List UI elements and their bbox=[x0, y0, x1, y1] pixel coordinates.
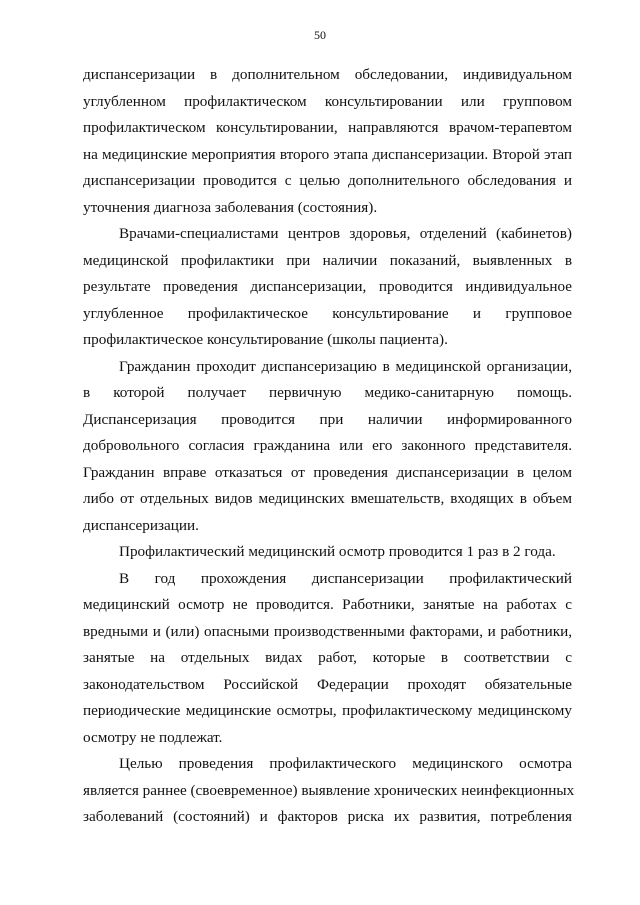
text-line: Гражданин проходит диспансеризацию в медицинской организации, bbox=[119, 357, 572, 375]
text-line: периодические медицинские осмотры, профилактическому медицинскому bbox=[83, 702, 572, 719]
text-line: В год прохождения диспансеризации профилактический bbox=[119, 569, 572, 587]
text-line: вредными и (или) опасными производственными факторами, и работники, bbox=[83, 622, 572, 640]
paragraph-1 bbox=[83, 62, 572, 221]
text-line: диспансеризации. bbox=[83, 516, 199, 534]
text-line: Целью проведения профилактического медицинского осмотра bbox=[119, 755, 572, 772]
paragraph-3 bbox=[83, 354, 572, 540]
text-line: законодательством Российской Федерации проходят обязательные bbox=[83, 675, 572, 693]
text-line: Врачами-специалистами центров здоровья, отделений (кабинетов) bbox=[119, 225, 572, 242]
text-line: либо от отдельных видов медицинских вмешательств, входящих в объем bbox=[83, 490, 572, 507]
text-line: в которой получает первичную медико-санитарную помощь. bbox=[83, 384, 572, 401]
text-line: Профилактический медицинский осмотр проводится 1 раз в 2 года. bbox=[119, 543, 556, 560]
page-number: 50 bbox=[314, 28, 326, 42]
text-line: медицинский осмотр не проводится. Работники, занятые на работах с bbox=[83, 596, 572, 613]
text-line: профилактическое консультирование (школы пациента). bbox=[83, 331, 448, 348]
text-line: уточнения диагноза заболевания (состояния). bbox=[83, 198, 378, 216]
text-line: диспансеризации в дополнительном обследовании, индивидуальном bbox=[83, 66, 572, 83]
text-line: Гражданин вправе отказаться от проведения диспансеризации в целом bbox=[83, 463, 572, 481]
text-line: углубленном профилактическом консультировании или групповом bbox=[83, 92, 572, 110]
text-line: диспансеризации проводится с целью дополнительного обследования и bbox=[83, 172, 572, 189]
document-body bbox=[83, 62, 575, 831]
text-line: на медицинские мероприятия второго этапа диспансеризации. Второй этап bbox=[83, 145, 572, 163]
text-line: заболеваний (состояний) и факторов риска их развития, потребления bbox=[83, 808, 572, 825]
text-line: результате проведения диспансеризации, проводится индивидуальное bbox=[83, 278, 572, 295]
text-line: является раннее (своевременное) выявление хронических неинфекционных bbox=[83, 781, 575, 799]
paragraph-4 bbox=[83, 539, 572, 566]
paragraph-5 bbox=[83, 566, 572, 752]
text-line: профилактическом консультировании, направляются врачом-терапевтом bbox=[83, 119, 572, 136]
text-line: медицинской профилактики при наличии показаний, выявленных в bbox=[83, 251, 572, 269]
text-line: добровольного согласия гражданина или его законного представителя. bbox=[83, 437, 572, 454]
text-line: Диспансеризация проводится при наличии информированного bbox=[83, 410, 572, 428]
text-line: осмотру не подлежат. bbox=[83, 728, 223, 746]
paragraph-6 bbox=[83, 751, 575, 831]
text-line: занятые на отдельных видах работ, которые в соответствии с bbox=[83, 649, 572, 666]
text-line: углубленное профилактическое консультирование и групповое bbox=[83, 304, 572, 322]
paragraph-2 bbox=[83, 221, 572, 354]
